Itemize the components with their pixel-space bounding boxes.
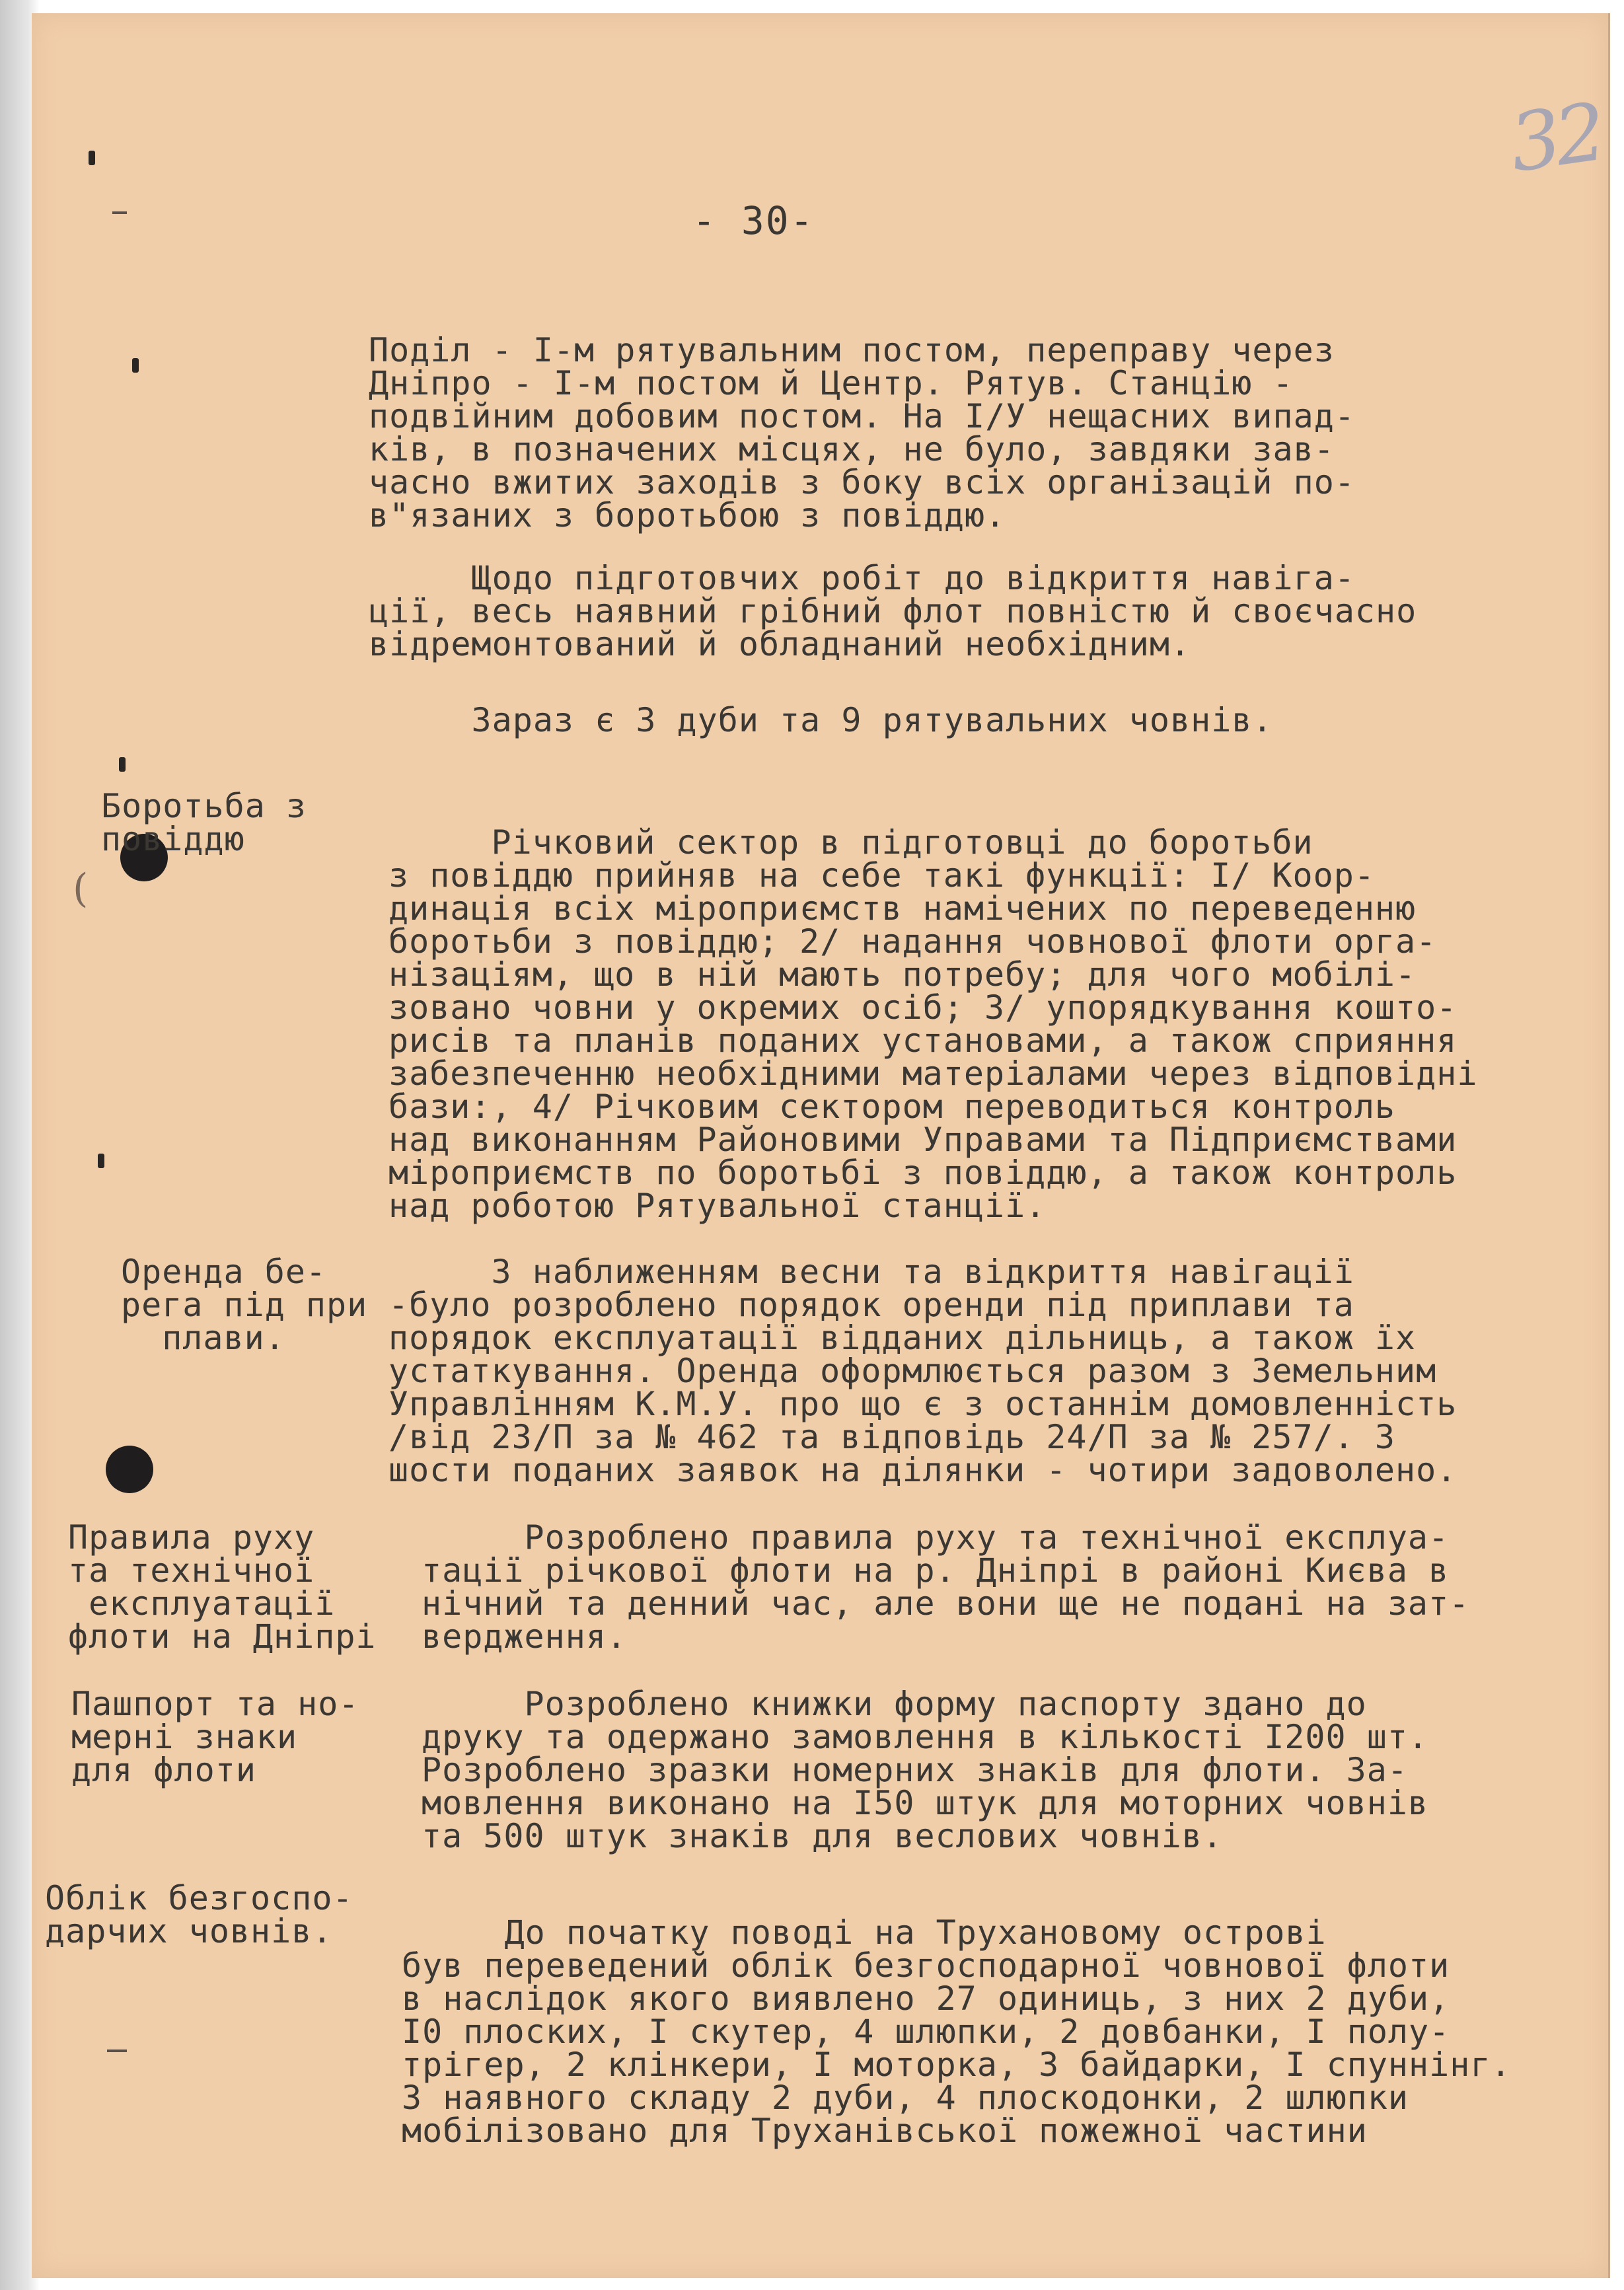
- margin-tick-mark: [132, 358, 139, 373]
- paragraph-passport: Розроблено книжки форму паспорту здано до друку та одержано замовлення в кількості I200 шт. Розроблено зразки номерних знаків для флоти. За- мовлення виконано на I50 штук для моторних човнів та 500 штук знаків для веслових човнів.: [422, 1685, 1429, 1855]
- paragraph-boats-count: Зараз є 3 дуби та 9 рятувальних човнів.: [369, 701, 1273, 739]
- margin-tick-mark: [119, 757, 126, 772]
- margin-note-shore-lease: Оренда бе- рега під при плави.: [121, 1253, 368, 1357]
- margin-tick-mark: [98, 1154, 104, 1168]
- margin-dash-mark-lower: [107, 2050, 127, 2052]
- margin-note-traffic-rules: Правила руху та технічної експлуатації флоти на Дніпрі: [68, 1518, 377, 1656]
- punch-hole: [106, 1446, 153, 1493]
- margin-tick-mark: [89, 151, 95, 165]
- margin-pencil-mark: (: [73, 866, 89, 912]
- margin-note-flood-fight: Боротьба з повіддю: [101, 787, 307, 858]
- paragraph-navigation-prep: Щодо підготовчих робіт до відкриття навіга- ції, весь наявний грібний флот повністю й своєчасно відремонтований й обладнаний необхідним.: [369, 559, 1417, 663]
- paragraph-rescue-posts: Поділ - I-м рятувальним постом, переправу через Дніпро - I-м постом й Центр. Рятув. Станцію - подвійним добовим постом. На I/У нещасних випад- ків, в позначених місцях, не було, завдяки зав- часно вжитих заходів з боку всіх організацій по- в"язаних з боротьбою з повіддю.: [369, 331, 1355, 535]
- margin-note-passport: Пашпорт та но- мерні знаки для флоти: [71, 1685, 359, 1789]
- paragraph-shore-lease: З наближенням весни та відкриття навігації -було розроблено порядок оренди під приплави та порядок експлуатації відданих дільниць, а також їх устаткування. Оренда оформлюється разом з Земельним Управлінням К.М.У. про що є з останнім домовленність /від 23/П за № 462 та відповідь 24/П за № 257/. З шости поданих заявок на ділянки - чотири задоволено.: [388, 1253, 1458, 1489]
- paragraph-traffic-rules: Розроблено правила руху та технічної експлуа- тації річкової флоти на р. Дніпрі в районі Києва в нічний та денний час, але вони ще не подані на зат- вердження.: [422, 1518, 1470, 1656]
- margin-note-boat-registry: Облік безгоспо- дарчих човнів.: [45, 1879, 353, 1950]
- document-sheet: [32, 13, 1610, 2278]
- archive-page-number: 32: [1504, 87, 1607, 190]
- paragraph-boat-registry: До початку поводі на Трухановому острові був переведений облік безгосподарної човнової флоти в наслідок якого виявлено 27 одиниць, з них 2 дуби, I0 плоских, I скутер, 4 шлюпки, 2 довбанки, I полу- трігер, 2 клінкери, I моторка, 3 байдарки, I спуннінг. З наявного складу 2 дуби, 4 плоскодонки, 2 шлюпки мобілізовано для Труханівської пожежної частини: [402, 1913, 1512, 2150]
- margin-dash-mark: [112, 211, 127, 214]
- page-number: - 30-: [692, 198, 815, 243]
- paragraph-river-sector: Річковий сектор в підготовці до боротьби з повіддю прийняв на себе такі функції: I/ Коор- динація всіх міроприємств намічених по переведенню боротьби з повіддю; 2/ надання човнової флоти орга- нізаціям, що в ній мають потребу; для чого мобілі- зовано човни у окремих осіб; 3/ упорядкування кошто- рисів та планів поданих установами, а також сприяння забезпеченню необхідними матеріалами через відповідні бази:, 4/ Річковим сектором переводиться контроль над виконанням Районовими Управами та Підприємствами міроприємств по боротьбі з повіддю, а також контроль над роботою Рятувальної станції.: [388, 823, 1478, 1225]
